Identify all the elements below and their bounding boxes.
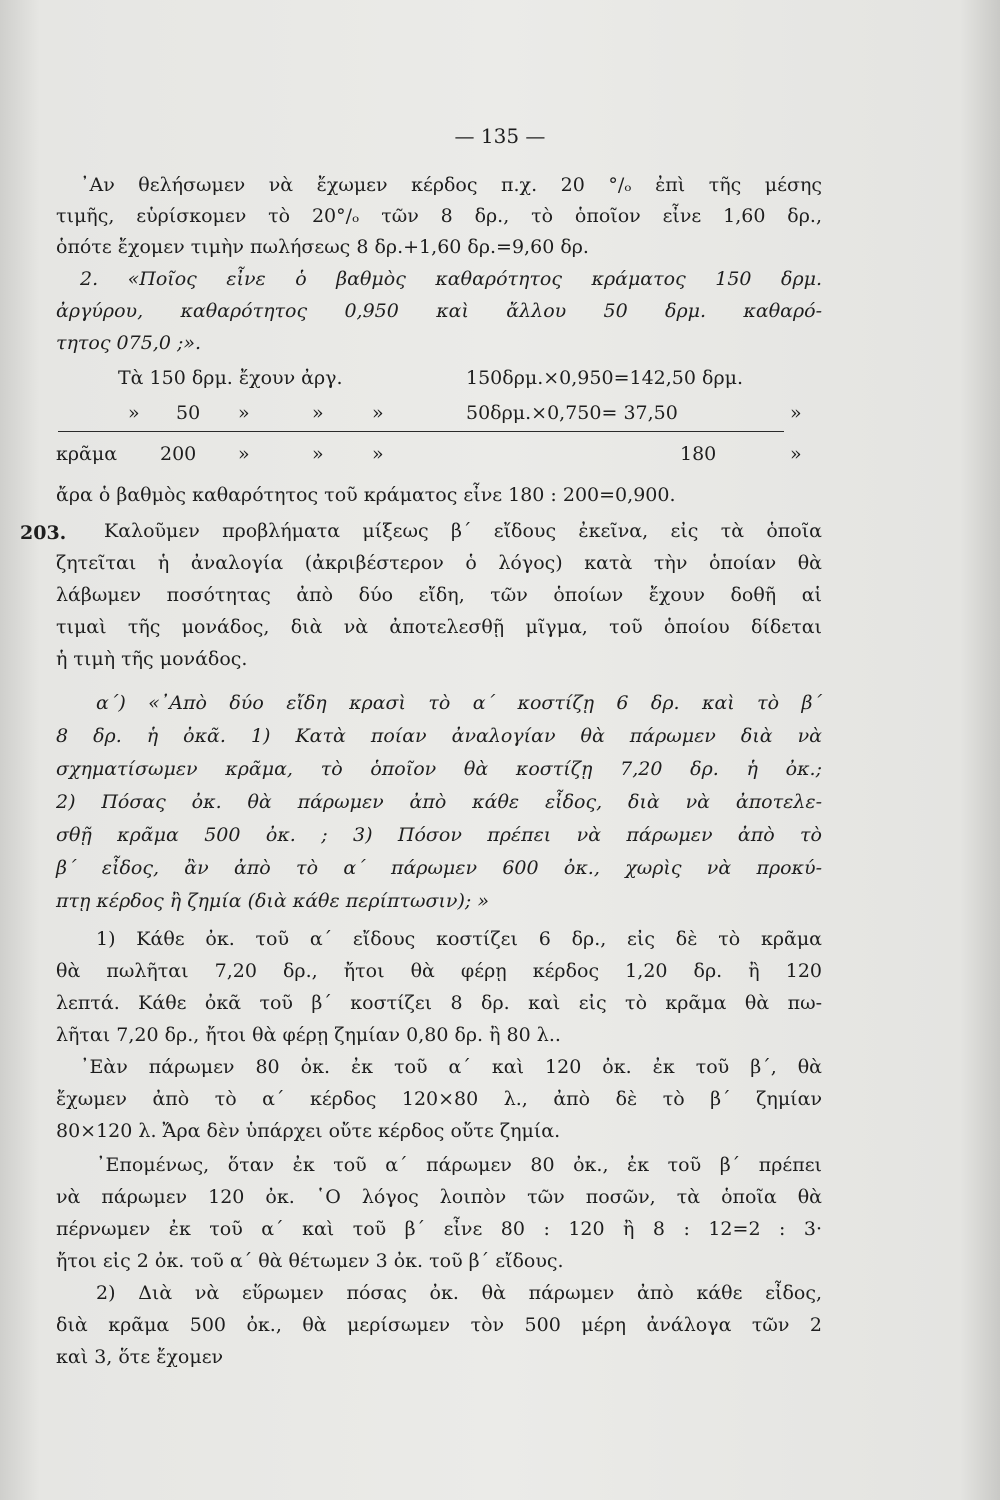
text-line: 80×120 λ. Ἄρα δὲν ὑπάρχει οὔτε κέρδος οὔτε ζημία. — [56, 1120, 561, 1142]
calc-expression: 50δρμ.×0,750= 37,50 — [466, 402, 678, 424]
text-line: πέρνωμεν ἐκ τοῦ α΄ καὶ τοῦ β΄ εἶνε 80 : 120 ἢ 8 : 12=2 : 3· — [56, 1218, 822, 1240]
text-line: ἡ τιμὴ τῆς μονάδος. — [56, 648, 248, 670]
problem-line: 2) Πόσας ὀκ. θὰ πάρωμεν ἀπὸ κάθε εἶδος, διὰ νὰ ἀποτελε- — [56, 791, 822, 813]
text-line: ὁπότε ἔχομεν τιμὴν πωλήσεως 8 δρ.+1,60 δρ.=9,60 δρ. — [56, 236, 589, 258]
text-line: Καλοῦμεν προβλήματα μίξεως β΄ εἴδους ἐκεῖνα, εἰς τὰ ὁποῖα — [104, 520, 822, 542]
calc-quantity: 50 — [176, 402, 201, 424]
calc-quantity: 200 — [160, 443, 197, 465]
text-line: ζητεῖται ἡ ἀναλογία (ἀκριβέστερον ὁ λόγος) κατὰ τὴν ὁποίαν θὰ — [56, 552, 822, 574]
text-line: τιμαὶ τῆς μονάδος, διὰ νὰ ἀποτελεσθῇ μῖγμα, τοῦ ὁποίου δίδεται — [56, 616, 822, 638]
ditto-mark: » — [238, 402, 250, 424]
calc-label: κρᾶμα — [56, 443, 118, 465]
section-number: 203. — [20, 522, 67, 544]
sum-rule — [380, 431, 784, 432]
ditto-mark: » — [790, 443, 802, 465]
calc-expression: 150δρμ.×0,950=142,50 δρμ. — [466, 367, 744, 389]
problem-line: 8 δρ. ἡ ὀκᾶ. 1) Κατὰ ποίαν ἀναλογίαν θὰ πάρωμεν διὰ νὰ — [56, 725, 822, 747]
problem-line: ἀργύρου, καθαρότητος 0,950 καὶ ἄλλου 50 δρμ. καθαρό- — [56, 300, 822, 322]
problem-line: 2. «Ποῖος εἶνε ὁ βαθμὸς καθαρότητος κράματος 150 δρμ. — [80, 268, 822, 290]
calc-label: Τὰ 150 δρμ. ἔχουν ἀργ. — [118, 367, 343, 389]
ditto-mark: » — [238, 443, 250, 465]
text-line: νὰ πάρωμεν 120 ὀκ. ῾Ο λόγος λοιπὸν τῶν ποσῶν, τὰ ὁποῖα θὰ — [56, 1186, 822, 1208]
ditto-mark: » — [372, 443, 384, 465]
text-line: ᾿Εὰν πάρωμεν 80 ὀκ. ἐκ τοῦ α΄ καὶ 120 ὀκ. ἐκ τοῦ β΄, θὰ — [80, 1056, 822, 1078]
text-line: ἤτοι εἰς 2 ὀκ. τοῦ α΄ θὰ θέτωμεν 3 ὀκ. τοῦ β΄ εἴδους. — [56, 1250, 564, 1272]
problem-line: σχηματίσωμεν κρᾶμα, τὸ ὁποῖον θὰ κοστίζῃ 7,20 δρ. ἡ ὀκ.; — [56, 758, 822, 780]
text-line: τιμῆς, εὑρίσκομεν τὸ 20°/ₒ τῶν 8 δρ., τὸ ὁποῖον εἶνε 1,60 δρ., — [56, 205, 822, 227]
sum-rule — [58, 431, 388, 432]
ditto-mark: » — [790, 402, 802, 424]
problem-line: τητος 075,0 ;». — [56, 332, 202, 354]
text-line: καὶ 3, ὅτε ἔχομεν — [56, 1346, 224, 1368]
calc-result: 180 — [680, 443, 717, 465]
ditto-mark: » — [312, 402, 324, 424]
text-line: θὰ πωλῆται 7,20 δρ., ἤτοι θὰ φέρῃ κέρδος 1,20 δρ. ἢ 120 — [56, 960, 822, 982]
page-number: — 135 — — [454, 124, 546, 148]
text-line: ᾿Αν θελήσωμεν νὰ ἔχωμεν κέρδος π.χ. 20 °/ₒ ἐπὶ τῆς μέσης — [80, 174, 822, 196]
problem-line: πτῃ κέρδος ἢ ζημία (διὰ κάθε περίπτωσιν); » — [56, 890, 489, 912]
ditto-mark: » — [372, 402, 384, 424]
text-line: ἔχωμεν ἀπὸ τὸ α΄ κέρδος 120×80 λ., ἀπὸ δὲ τὸ β΄ ζημίαν — [56, 1088, 822, 1110]
ditto-mark: » — [312, 443, 324, 465]
text-line: 2) Διὰ νὰ εὕρωμεν πόσας ὀκ. θὰ πάρωμεν ἀπὸ κάθε εἶδος, — [96, 1282, 822, 1304]
problem-line: α΄) «᾿Απὸ δύο εἴδη κρασὶ τὸ α΄ κοστίζῃ 6 δρ. καὶ τὸ β΄ — [96, 692, 822, 714]
problem-line: σθῇ κρᾶμα 500 ὀκ. ; 3) Πόσον πρέπει νὰ πάρωμεν ἀπὸ τὸ — [56, 824, 822, 846]
conclusion-line: ἄρα ὁ βαθμὸς καθαρότητος τοῦ κράματος εἶνε 180 : 200=0,900. — [56, 484, 676, 506]
text-line: 1) Κάθε ὀκ. τοῦ α΄ εἴδους κοστίζει 6 δρ., εἰς δὲ τὸ κρᾶμα — [96, 928, 822, 950]
text-line: διὰ κρᾶμα 500 ὀκ., θὰ μερίσωμεν τὸν 500 μέρη ἀνάλογα τῶν 2 — [56, 1314, 822, 1336]
problem-line: β΄ εἶδος, ἂν ἀπὸ τὸ α΄ πάρωμεν 600 ὀκ., χωρὶς νὰ προκύ- — [56, 857, 822, 879]
ditto-mark: » — [128, 402, 140, 424]
text-line: λάβωμεν ποσότητας ἀπὸ δύο εἴδη, τῶν ὁποίων ἔχουν δοθῆ αἱ — [56, 584, 822, 606]
text-line: ᾿Επομένως, ὅταν ἐκ τοῦ α΄ πάρωμεν 80 ὀκ., ἐκ τοῦ β΄ πρέπει — [96, 1154, 822, 1176]
text-line: λῆται 7,20 δρ., ἤτοι θὰ φέρῃ ζημίαν 0,80 δρ. ἢ 80 λ.. — [56, 1024, 561, 1046]
text-line: λεπτά. Κάθε ὀκᾶ τοῦ β΄ κοστίζει 8 δρ. καὶ εἰς τὸ κρᾶμα θὰ πω- — [56, 992, 822, 1014]
